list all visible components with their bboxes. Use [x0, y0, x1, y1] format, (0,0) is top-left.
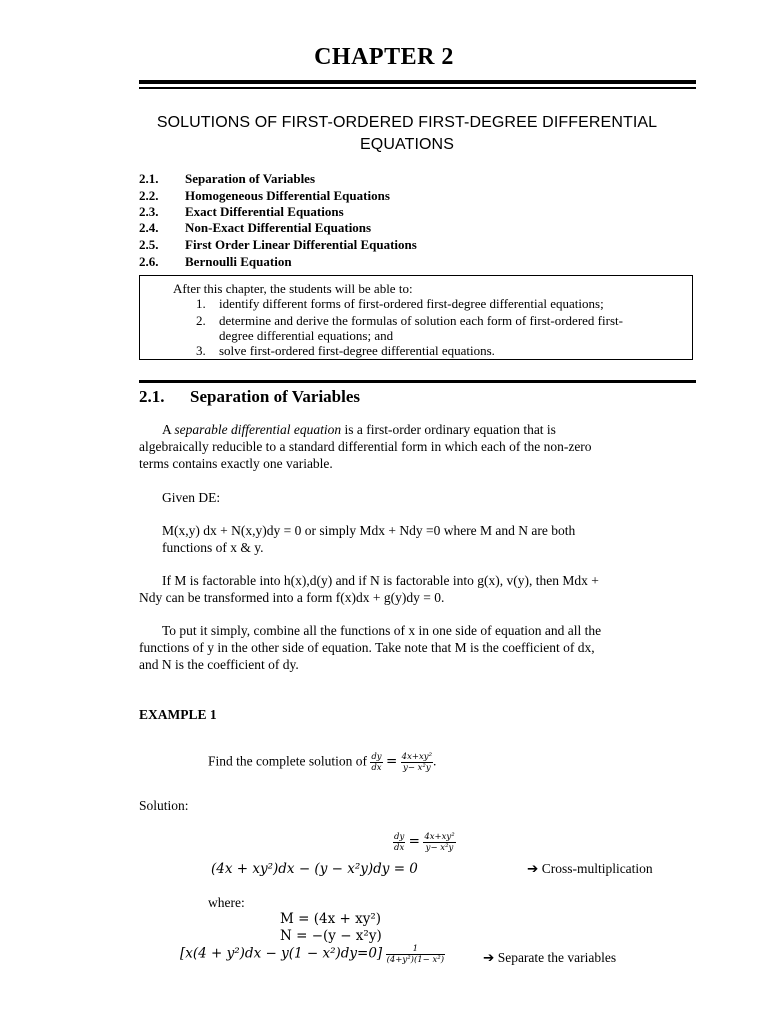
example-prompt: Find the complete solution of $\frac{dy}{dx}$ = $\frac{\text{4x+xy²}}{\text{y− x²y}}$ . — [208, 752, 437, 773]
simply-line-2: functions of y in the other side of equation. Take note that M is the coefficient of dx, — [139, 640, 595, 655]
toc-item-title: Non-Exact Differential Equations — [185, 220, 372, 235]
given-equation-line-2: functions of x & y. — [162, 540, 264, 555]
separated-equation: [x(4 + y²)dx − y(1 − x²)dy=0] $\frac{1}{\text{(4+y²)(1− x²)}}$ — [180, 944, 445, 965]
objectives-box — [139, 275, 693, 360]
objective-text: identify different forms of first-ordered first-degree differential equations; — [219, 296, 604, 311]
cross-multiplication-note: ➔ Cross-multiplication — [527, 861, 653, 877]
dy-dx-fraction: $\frac{dy}{dx}$ — [371, 752, 382, 773]
solution-fraction-restated: $\frac{dy}{dx}$ = $\frac{\text{4x+xy²}}{\text{y− x²y}}$ — [394, 832, 455, 853]
solution-label: Solution: — [139, 798, 189, 813]
objectives-intro: After this chapter, the students will be able to: — [173, 281, 413, 296]
objective-number: 2. — [196, 313, 206, 328]
toc-item-title: Exact Differential Equations — [185, 204, 344, 219]
toc-item-title: Homogeneous Differential Equations — [185, 188, 390, 203]
chapter-title: CHAPTER 2 — [314, 44, 454, 70]
rhs-fraction: $\frac{\text{4x+xy²}}{\text{y− x²y}}$ — [401, 752, 432, 773]
toc-item-title: Bernoulli Equation — [185, 254, 292, 269]
factor-line-2: Ndy can be transformed into a form f(x)dx + g(y)dy = 0. — [139, 590, 445, 605]
objective-text: solve first-ordered first-degree differential equations. — [219, 343, 495, 358]
where-label: where: — [208, 895, 245, 910]
definition-line-1: A separable differential equation is a first-order ordinary equation that is — [162, 422, 556, 437]
n-definition: N = −(y − x²y) — [280, 928, 382, 944]
arrow-right-icon: ➔ — [483, 950, 495, 966]
objective-number: 3. — [196, 343, 206, 358]
chapter-subtitle: SOLUTIONS OF FIRST-ORDERED FIRST-DEGREE DIFFERENTIAL EQUATIONS — [156, 114, 658, 153]
simply-line-1: To put it simply, combine all the functions of x in one side of equation and all the — [162, 623, 602, 638]
arrow-right-icon: ➔ — [527, 861, 539, 877]
objective-text-continued: degree differential equations; and — [219, 328, 394, 343]
header-rule-thin — [139, 87, 696, 89]
toc-item-number: 2.5. — [139, 237, 159, 252]
section-number: 2.1. — [139, 387, 165, 406]
defined-term: separable differential equation — [174, 422, 342, 437]
given-label: Given DE: — [162, 490, 221, 505]
section-title: Separation of Variables — [190, 387, 361, 406]
toc-item-number: 2.4. — [139, 220, 159, 235]
given-equation-line-1: M(x,y) dx + N(x,y)dy = 0 or simply Mdx + Ndy =0 where M and N are both — [162, 523, 576, 538]
definition-line-2: algebraically reducible to a standard differential form in which each of the non-zero — [139, 439, 592, 454]
example-label: EXAMPLE 1 — [139, 707, 217, 722]
objective-text: determine and derive the formulas of solution each form of first-ordered first- — [219, 313, 623, 328]
m-definition: M = (4x + xy²) — [280, 911, 381, 927]
section-rule — [139, 380, 696, 383]
objective-number: 1. — [196, 296, 206, 311]
factor-line-1: If M is factorable into h(x),d(y) and if N is factorable into g(x), v(y), then Mdx + — [162, 573, 599, 588]
simply-line-3: and N is the coefficient of dy. — [139, 657, 299, 672]
toc-item-title: Separation of Variables — [185, 171, 316, 186]
toc-item-number: 2.3. — [139, 204, 159, 219]
header-rule-thick — [139, 80, 696, 84]
toc-item-number: 2.1. — [139, 171, 159, 186]
separate-variables-note: ➔ Separate the variables — [483, 950, 617, 966]
toc-item-number: 2.2. — [139, 188, 159, 203]
cross-multiplied-equation: (4x + xy²)dx − (y − x²y)dy = 0 — [211, 861, 418, 877]
toc-item-number: 2.6. — [139, 254, 159, 269]
separation-factor: $\frac{1}{\text{(4+y²)(1− x²)}}$ — [386, 944, 445, 965]
toc-item-title: First Order Linear Differential Equations — [185, 237, 417, 252]
definition-line-3: terms contains exactly one variable. — [139, 456, 333, 471]
